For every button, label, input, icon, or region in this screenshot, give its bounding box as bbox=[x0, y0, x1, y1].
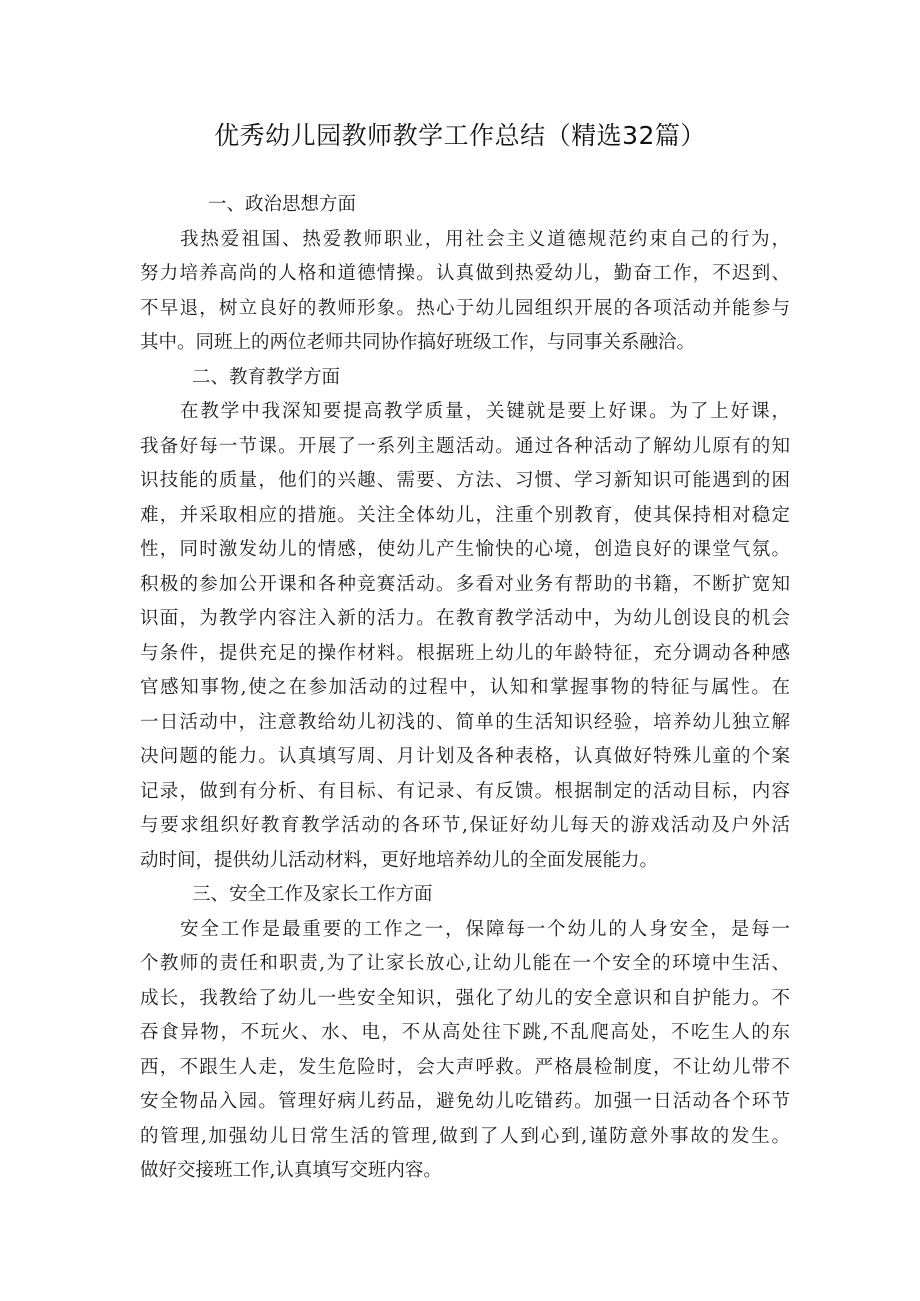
section-heading: 一、政治思想方面 bbox=[208, 194, 357, 215]
text-line: 一日活动中，注意教给幼儿初浅的、简单的生活知识经验，培养幼儿独立解 bbox=[140, 711, 790, 733]
text-line: 不早退，树立良好的教师形象。热心于幼儿园组织开展的各项活动并能参与 bbox=[140, 297, 790, 319]
section-education-teaching bbox=[140, 361, 790, 879]
text-line: 积极的参加公开课和各种竞赛活动。多看对业务有帮助的书籍，不断扩宽知 bbox=[140, 573, 790, 595]
text-line: 与要求组织好教育教学活动的各环节,保证好幼儿每天的游戏活动及户外活 bbox=[140, 815, 790, 836]
section-safety-parents bbox=[140, 878, 790, 1189]
text-line: 做好交接班工作,认真填写交班内容。 bbox=[140, 1160, 442, 1181]
text-line: 记录，做到有分析、有目标、有记录、有反馈。根据制定的活动目标，内容 bbox=[140, 780, 790, 802]
text-line: 西，不跟生人走，发生危险时，会大声呼救。严格晨检制度，不让幼儿带不 bbox=[140, 1056, 790, 1078]
text-line: 动时间，提供幼儿活动材料，更好地培养幼儿的全面发展能力。 bbox=[140, 849, 659, 871]
text-line: 的管理,加强幼儿日常生活的管理,做到了人到心到,谨防意外事故的发生。 bbox=[140, 1125, 790, 1147]
text-line: 其中。同班上的两位老师共同协作搞好班级工作，与同事关系融洽。 bbox=[140, 332, 696, 353]
text-line: 难，并采取相应的措施。关注全体幼儿，注重个别教育，使其保持相对稳定 bbox=[140, 504, 790, 526]
paragraph bbox=[140, 223, 790, 361]
text-line: 安全物品入园。管理好病儿药品，避免幼儿吃错药。加强一日活动各个环节 bbox=[140, 1091, 790, 1112]
paragraph bbox=[140, 913, 790, 1189]
text-line: 成长，我教给了幼儿一些安全知识，强化了幼儿的安全意识和自护能力。不 bbox=[140, 987, 790, 1009]
text-line: 安全工作是最重要的工作之一，保障每一个幼儿的人身安全，是每一 bbox=[180, 918, 790, 940]
section-political-thought bbox=[140, 188, 790, 361]
text-line: 吞食异物，不玩火、水、电，不从高处往下跳,不乱爬高处，不吃生人的东 bbox=[140, 1022, 790, 1043]
section-heading: 三、安全工作及家长工作方面 bbox=[192, 884, 433, 905]
text-line: 决问题的能力。认真填写周、月计划及各种表格，认真做好特殊儿童的个案 bbox=[140, 746, 790, 767]
document-body bbox=[140, 188, 790, 1189]
text-line: 个教师的责任和职责,为了让家长放心,让幼儿能在一个安全的环境中生活、 bbox=[140, 953, 790, 974]
text-line: 识面，为教学内容注入新的活力。在教育教学活动中，为幼儿创设良的机会 bbox=[140, 608, 790, 629]
paragraph bbox=[140, 395, 790, 878]
text-line: 与条件，提供充足的操作材料。根据班上幼儿的年龄特征，充分调动各种感 bbox=[140, 642, 790, 664]
text-line: 在教学中我深知要提高教学质量，关键就是要上好课。为了上好课， bbox=[180, 401, 790, 422]
text-line: 我备好每一节课。开展了一系列主题活动。通过各种活动了解幼儿原有的知 bbox=[140, 435, 790, 457]
text-line: 努力培养高尚的人格和道德情操。认真做到热爱幼儿，勤奋工作，不迟到、 bbox=[140, 263, 790, 284]
document-title: 优秀幼儿园教师教学工作总结（精选32篇） bbox=[214, 121, 706, 150]
text-line: 官感知事物,使之在参加活动的过程中，认知和掌握事物的特征与属性。在 bbox=[140, 677, 790, 698]
text-line: 我热爱祖国、热爱教师职业，用社会主义道德规范约束自己的行为， bbox=[180, 228, 790, 250]
section-heading: 二、教育教学方面 bbox=[192, 366, 341, 388]
text-line: 识技能的质量，他们的兴趣、需要、方法、习惯、学习新知识可能遇到的困 bbox=[140, 470, 790, 491]
text-line: 性，同时激发幼儿的情感，使幼儿产生愉快的心境，创造良好的课堂气氛。 bbox=[140, 539, 790, 560]
